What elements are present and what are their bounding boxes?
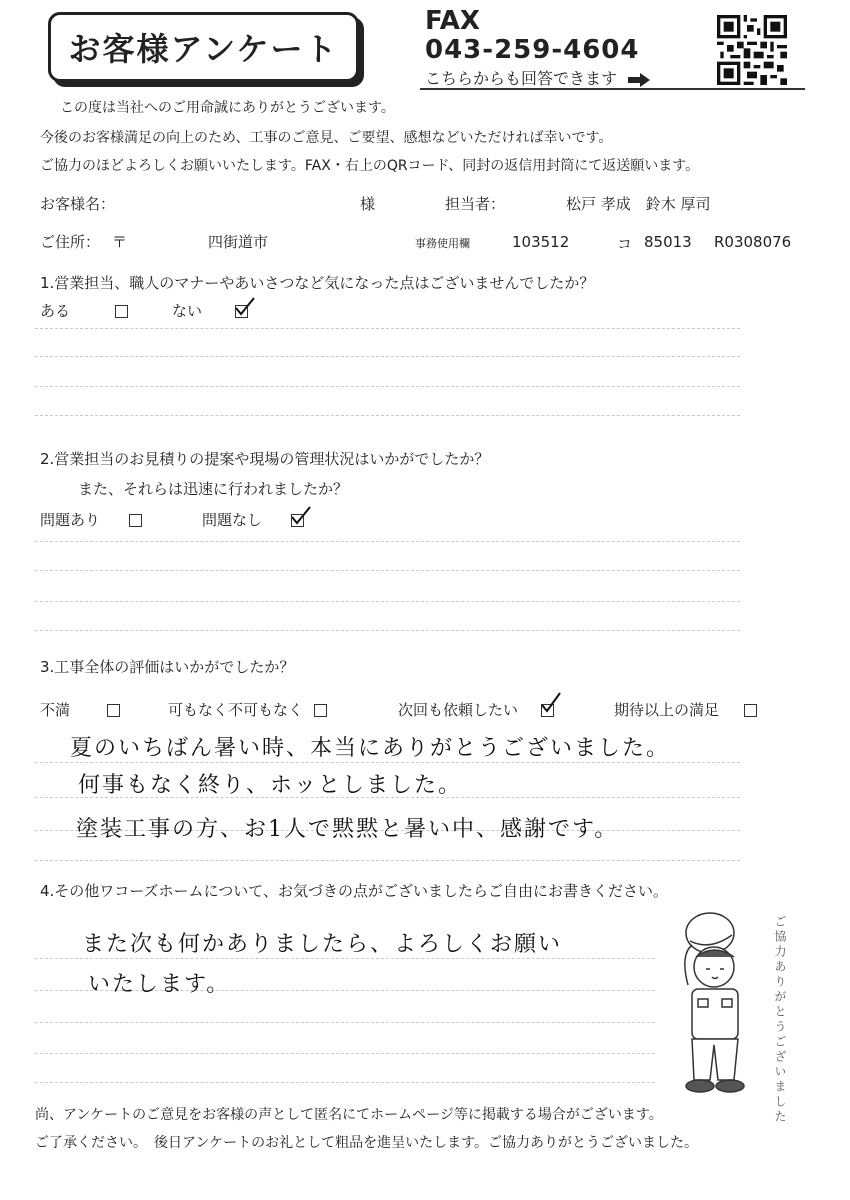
q3-handwritten-line-2: 何事もなく終り、ホッとしました。 [78,773,463,798]
q2-answer-line-2 [35,570,740,571]
sama-label: 様 [360,195,376,213]
q1-option-nai-checkbox[interactable] [235,305,248,318]
survey-title-box [48,12,359,82]
fax-note-text: こちらからも回答できます [425,69,618,88]
footer-line-2: ご了承ください。 後日アンケートのお礼として粗品を進呈いたします。ご協力ありがとうございました。 [35,1135,699,1151]
q2-option-mondai-ari-label: 問題あり [40,511,101,529]
q4-handwritten-line-1: また次も何かありましたら、よろしくお願い [82,932,563,957]
q1-answer-line-3 [35,386,740,387]
q3-option-fuman[interactable] [40,699,120,720]
office-code-ko: コ [617,235,633,253]
q4-answer-line-5 [35,1082,655,1083]
q3-question: 3.工事全体の評価はいかがでしたか？ [40,658,295,676]
q4-question: 4.その他ワコーズホームについて、お気づきの点がございましたらご自由にお書きください。 [40,882,668,900]
q4-answer-line-3 [35,1022,655,1023]
q2-option-mondai-nashi-label: 問題なし [202,511,263,529]
q2-question: 2.営業担当のお見積りの提案や現場の管理状況はいかがでしたか？ [40,450,490,468]
q1-question: 1.営業担当、職人のマナーやあいさつなど気になった点はございませんでしたか？ [40,274,595,292]
q3-option-kitai-label: 期待以上の満足 [614,701,720,719]
fax-label: FAX [425,6,480,36]
q2-question-2: また、それらは迅速に行われましたか？ [78,480,349,498]
qr-code-icon[interactable] [717,15,787,85]
q1-option-aru-checkbox[interactable] [115,305,128,318]
q3-option-jikai-label: 次回も依頼したい [398,701,519,719]
intro-line-3: ご協力のほどよろしくお願いいたします。FAX・右上のQRコード、同封の返信用封筒にて返送願います。 [40,158,700,174]
office-use-label: 事務使用欄 [415,237,470,250]
office-code-1: 103512 [512,233,570,251]
q2-option-mondai-ari[interactable] [40,509,142,530]
address-label: ご住所： [40,233,101,251]
q3-option-kamonaku-label: 可もなく不可もなく [168,701,304,719]
q3-option-kamonaku-checkbox[interactable] [314,704,327,717]
address-city: 四街道市 [208,233,269,251]
check-mark-icon [290,505,312,527]
footer-line-1: 尚、アンケートのご意見をお客様の声として匿名にてホームページ等に掲載する場合がございます。 [35,1107,663,1123]
q2-answer-line-1 [35,541,740,542]
q3-handwritten-line-3: 塗装工事の方、お1人で黙黙と暑い中、感謝です。 [76,817,619,842]
q3-option-jikai-checkbox[interactable] [541,704,554,717]
intro-line-2: 今後のお客様満足の向上のため、工事のご意見、ご要望、感想などいただければ幸いです。 [40,130,613,146]
customer-name-label: お客様名： [40,195,116,213]
q3-answer-line-1 [35,762,740,763]
q2-option-mondai-ari-checkbox[interactable] [129,514,142,527]
fax-number: 043-259-4604 [425,35,640,65]
q3-option-fuman-label: 不満 [40,701,71,719]
q3-option-kamonaku[interactable] [168,699,327,720]
check-mark-icon [234,296,256,318]
fax-note [425,66,650,89]
intro-line-1: この度は当社へのご用命誠にありがとうございます。 [60,100,395,116]
staff-label: 担当者： [445,195,506,213]
q4-answer-line-4 [35,1053,655,1054]
q4-handwritten-line-2: いたします。 [88,972,231,997]
q3-option-jikai[interactable] [398,699,554,720]
staff-names: 松戸 孝成 鈴木 厚司 [566,195,711,213]
q2-option-mondai-nashi[interactable] [202,509,304,530]
q3-option-fuman-checkbox[interactable] [107,704,120,717]
q4-answer-line-1 [35,958,655,959]
header-divider [420,88,805,90]
survey-title: お客様アンケート [68,30,339,68]
q1-option-nai-label: ない [172,302,203,320]
check-mark-icon [540,691,562,715]
q2-answer-line-4 [35,630,740,631]
office-code-3: R0308076 [714,233,792,251]
q1-option-aru[interactable] [40,300,128,321]
office-code-2: 85013 [644,233,692,251]
q3-option-kitai[interactable] [614,699,757,720]
q1-answer-line-4 [35,415,740,416]
q3-option-kitai-checkbox[interactable] [744,704,757,717]
q1-answer-line-2 [35,356,740,357]
postal-mark: 〒 [112,233,128,251]
worker-mascot-icon [670,905,770,1100]
q1-option-aru-label: ある [40,302,71,320]
q1-answer-line-1 [35,328,740,329]
q3-handwritten-line-1: 夏のいちばん暑い時、本当にありがとうございました。 [70,736,671,761]
side-thanks-message: ご協力ありがとうございました [773,915,787,1125]
q1-option-nai[interactable] [172,300,248,321]
q2-option-mondai-nashi-checkbox[interactable] [291,514,304,527]
q3-answer-line-4 [35,860,740,861]
q2-answer-line-3 [35,601,740,602]
right-arrow-icon [628,73,650,87]
